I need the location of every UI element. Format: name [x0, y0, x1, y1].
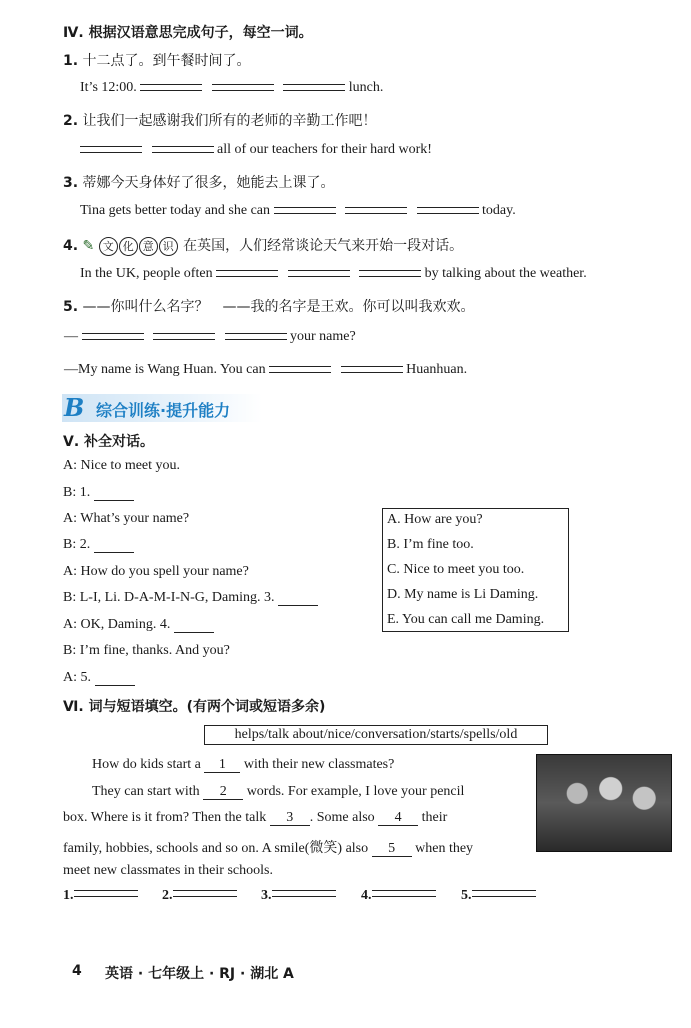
option-item: E. You can call me Daming.: [387, 612, 545, 627]
q1-chinese: 十二点了。到午餐时间了。: [82, 53, 251, 69]
section-b-letter: B: [64, 393, 85, 422]
q5-dash: —: [64, 329, 78, 344]
passage-line: box. Where is it from? Then the talk 3 . Some also 4 their: [63, 810, 448, 825]
q5-number: 5.: [63, 299, 79, 315]
dialog-line: A: What’s your name?: [63, 511, 190, 526]
section-4-title: Ⅳ. 根据汉语意思完成句子，每空一词。: [63, 25, 313, 41]
passage-line: They can start with 2 words. For example, I love your pencil: [92, 784, 465, 799]
q5-post-2: Huanhuan.: [406, 362, 468, 377]
q1-pre: It’s 12:00.: [80, 80, 137, 95]
culture-badge-char: 文: [99, 237, 118, 256]
q1-prompt: [63, 50, 251, 70]
dialog-line: B: 2.: [63, 537, 134, 553]
answer-blank-2[interactable]: [173, 890, 237, 902]
q3-number: 3.: [63, 175, 79, 191]
q4-sentence: [80, 266, 587, 282]
q1-number: 1.: [63, 53, 79, 69]
answer-blank-5[interactable]: [472, 890, 536, 902]
section-b-title: 综合训练·提升能力: [96, 401, 231, 420]
answer-2: 2.: [162, 888, 237, 904]
section-5-title: Ⅴ. 补全对话。: [63, 434, 155, 450]
q5-chinese: ——你叫什么名字？ ——我的名字是王欢。你可以叫我欢欢。: [82, 299, 475, 315]
dialog-line: A: How do you spell your name?: [63, 564, 249, 579]
pen-icon: ✎: [82, 238, 95, 254]
answer-1: 1.: [63, 888, 138, 904]
q2-prompt: [63, 110, 377, 130]
q2-post: all of our teachers for their hard work!: [217, 142, 432, 157]
kids-photo: [536, 754, 672, 852]
q2-number: 2.: [63, 113, 79, 129]
q4-number: 4.: [63, 238, 79, 254]
section-6-title: Ⅵ. 词与短语填空。(有两个词或短语多余): [63, 699, 326, 715]
q3-pre: Tina gets better today and she can: [80, 203, 270, 218]
option-item: B. I’m fine too.: [387, 537, 474, 552]
dialog-line: A: OK, Daming. 4.: [63, 617, 214, 633]
culture-badge-char: 识: [159, 237, 178, 256]
q5-post-1: your name?: [290, 329, 356, 344]
q5-prompt: [63, 296, 475, 316]
footer-text: 英语 · 七年级上 · RJ · 湖北 A: [105, 966, 294, 982]
dialog-line: A: Nice to meet you.: [63, 458, 181, 473]
q5-sentence-1: [64, 329, 356, 345]
q4-prompt: [63, 235, 463, 256]
options-box: [382, 508, 569, 632]
dialog-blank-1[interactable]: [94, 486, 134, 501]
q2-sentence: [80, 142, 432, 158]
answer-blank-1[interactable]: [74, 890, 138, 902]
passage-line: meet new classmates in their schools.: [63, 863, 273, 878]
passage-blank-3[interactable]: 3: [270, 811, 310, 826]
dialog-line: A: 5.: [63, 670, 135, 686]
dialog-blank-3[interactable]: [278, 591, 318, 606]
passage-blank-5[interactable]: 5: [372, 842, 412, 857]
passage-blank-1[interactable]: 1: [204, 758, 240, 773]
q1-post: lunch.: [348, 80, 384, 95]
passage-line: How do kids start a 1 with their new classmates?: [92, 757, 395, 772]
culture-badge-char: 意: [139, 237, 158, 256]
dialog-line: B: 1.: [63, 485, 134, 501]
answer-5: 5.: [461, 888, 536, 904]
option-item: D. My name is Li Daming.: [387, 587, 539, 602]
q5-sentence-2: [64, 362, 467, 378]
q3-prompt: [63, 172, 335, 192]
q3-post: today.: [482, 203, 516, 218]
q4-post: by talking about the weather.: [424, 266, 587, 281]
q5-pre-2: —My name is Wang Huan. You can: [64, 362, 266, 377]
dialog-line: B: I’m fine, thanks. And you?: [63, 643, 230, 658]
answer-blank-4[interactable]: [372, 890, 436, 902]
q3-chinese: 蒂娜今天身体好了很多，她能去上课了。: [82, 175, 335, 191]
q1-sentence: [80, 80, 383, 96]
dialog-blank-5[interactable]: [95, 671, 135, 686]
dialog-blank-2[interactable]: [94, 538, 134, 553]
passage-line: family, hobbies, schools and so on. A smile(微笑) also 5 when they: [63, 841, 474, 856]
passage-blank-2[interactable]: 2: [203, 785, 243, 800]
option-item: A. How are you?: [387, 512, 483, 527]
passage-blank-4[interactable]: 4: [378, 811, 418, 826]
q2-chinese: 让我们一起感谢我们所有的老师的辛勤工作吧！: [82, 113, 377, 129]
dialog-blank-4[interactable]: [174, 618, 214, 633]
option-item: C. Nice to meet you too.: [387, 562, 525, 577]
answer-3: 3.: [261, 888, 336, 904]
answer-blank-3[interactable]: [272, 890, 336, 902]
q4-chinese: 在英国，人们经常谈论天气来开始一段对话。: [183, 238, 464, 254]
q3-sentence: [80, 203, 516, 219]
dialog-line: B: L-I, Li. D-A-M-I-N-G, Daming. 3.: [63, 590, 318, 606]
answer-4: 4.: [361, 888, 436, 904]
culture-badge-char: 化: [119, 237, 138, 256]
word-bank: helps/talk about/nice/conversation/starts/spells/old: [204, 725, 548, 745]
page-number: 4: [72, 963, 82, 979]
q4-pre: In the UK, people often: [80, 266, 213, 281]
